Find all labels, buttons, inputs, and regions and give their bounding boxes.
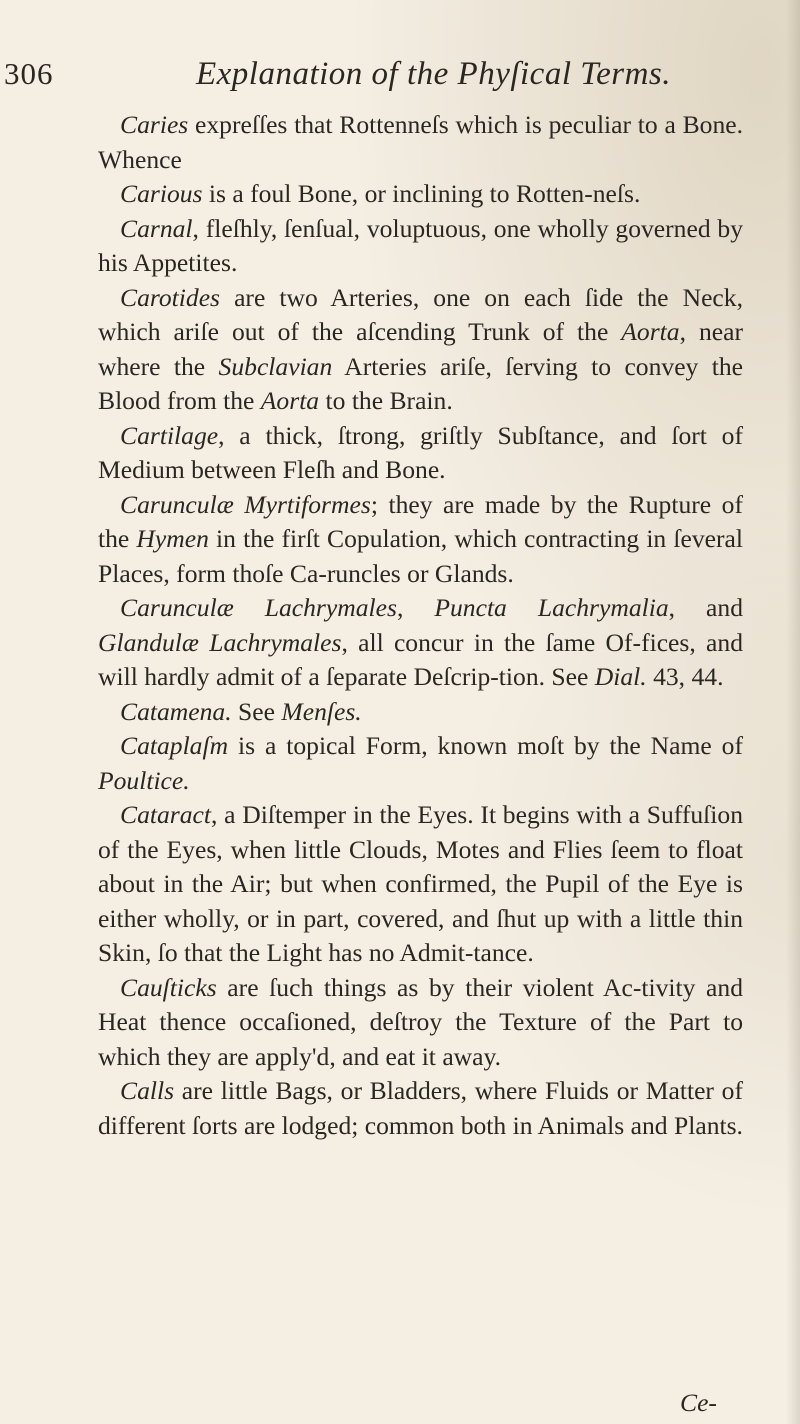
italic-term: Carunculæ Lachrymales	[120, 593, 397, 622]
glossary-text	[98, 108, 743, 1143]
italic-term: Cauſticks	[120, 972, 217, 1002]
entry-text: See	[231, 696, 282, 726]
glossary-entry	[98, 729, 743, 798]
italic-term: Carotides	[120, 282, 221, 312]
entry-text: are little Bags, or Bladders, where Fluids or Matter of different ſorts are lodged; common both in Animals and Plants.	[98, 1076, 743, 1140]
entry-text: ,	[396, 593, 435, 622]
italic-term: Carunculæ Myrtiformes	[120, 489, 371, 519]
italic-term: Calls	[120, 1076, 175, 1105]
italic-term: Dial.	[594, 662, 647, 691]
entry-text: is a topical Form, known moſt by the Name of	[228, 731, 743, 760]
page-number: 306	[4, 56, 54, 91]
entry-text: expreſſes that Rottenneſs which is peculiar to a Bone. Whence	[98, 110, 743, 174]
italic-term: Aorta	[621, 317, 680, 346]
italic-term: Puncta Lachrymalia	[434, 593, 669, 622]
glossary-entry	[98, 971, 743, 1075]
page-header	[0, 56, 800, 106]
italic-term: Carious	[120, 179, 203, 208]
glossary-entry	[98, 212, 743, 281]
entry-text: , a Diſtemper in the Eyes. It begins with a Suffuſion of the Eyes, when little Clouds, Motes and Flies ſeem to float about in the Air; but when confirmed, the Pupil of the Eye is either wholly, or in part, covered, and ſhut up with a little thin Skin, ſo that the Light has no Admit-tance.	[98, 800, 743, 967]
italic-term: Aorta	[260, 386, 320, 415]
entry-text: , and	[668, 593, 743, 622]
entry-text: in the firſt Copulation, which contracting in ſeveral Places, form thoſe Ca-runcles or Glands.	[98, 524, 743, 588]
entry-text: , a thick, ſtrong, griſtly Subſtance, and ſort of Medium between Fleſh and Bone.	[98, 420, 743, 484]
italic-term: Caries	[120, 110, 189, 139]
entry-text: ; they are made by the Rupture of the	[98, 489, 743, 553]
italic-term: Poultice.	[98, 765, 190, 795]
entry-text: are ſuch things as by their violent Ac-tivity and Heat thence occaſioned, deſtroy the Texture of the Part to which they are apply'd, and eat it away.	[98, 972, 743, 1071]
glossary-entry	[98, 281, 743, 419]
entry-text: to the Brain.	[319, 386, 453, 415]
entry-text: 43, 44.	[646, 662, 724, 691]
running-head: Explanation of the Phyſical Terms.	[196, 56, 671, 92]
italic-term: Carnal	[120, 213, 193, 243]
glossary-entry	[98, 1074, 743, 1143]
entry-text: is a foul Bone, or inclining to Rotten-neſs.	[202, 179, 641, 208]
entry-text: are two Arteries, one on each ſide the Neck, which ariſe out of the aſcending Trunk of the	[98, 282, 743, 346]
italic-term: Glandulæ Lachrymales	[98, 627, 342, 657]
italic-term: Catamena.	[120, 696, 232, 726]
italic-term: Subclavian	[218, 351, 333, 381]
glossary-entry	[98, 488, 743, 592]
entry-text: , near where the	[98, 317, 743, 381]
entry-text: , fleſhly, ſenſual, voluptuous, one wholly governed by his Appetites.	[98, 213, 743, 277]
glossary-entry	[98, 108, 743, 177]
italic-term: Menſes.	[281, 696, 362, 726]
italic-term: Hymen	[136, 524, 209, 553]
italic-term: Cataplaſm	[120, 731, 229, 760]
glossary-entry	[98, 591, 743, 695]
entry-text: Arteries ariſe, ſerving to convey the Blood from the	[98, 351, 743, 415]
glossary-entry	[98, 798, 743, 971]
catchword: Ce-	[680, 1388, 717, 1417]
entry-text: , all concur in the ſame Of-fices, and will hardly admit of a ſeparate Deſcrip-tion. See	[98, 627, 743, 691]
glossary-entry	[98, 177, 743, 212]
italic-term: Cataract	[120, 800, 212, 829]
glossary-entry	[98, 419, 743, 488]
italic-term: Cartilage	[120, 420, 219, 450]
glossary-entry	[98, 695, 743, 730]
page-edge-shadow	[786, 0, 800, 1424]
